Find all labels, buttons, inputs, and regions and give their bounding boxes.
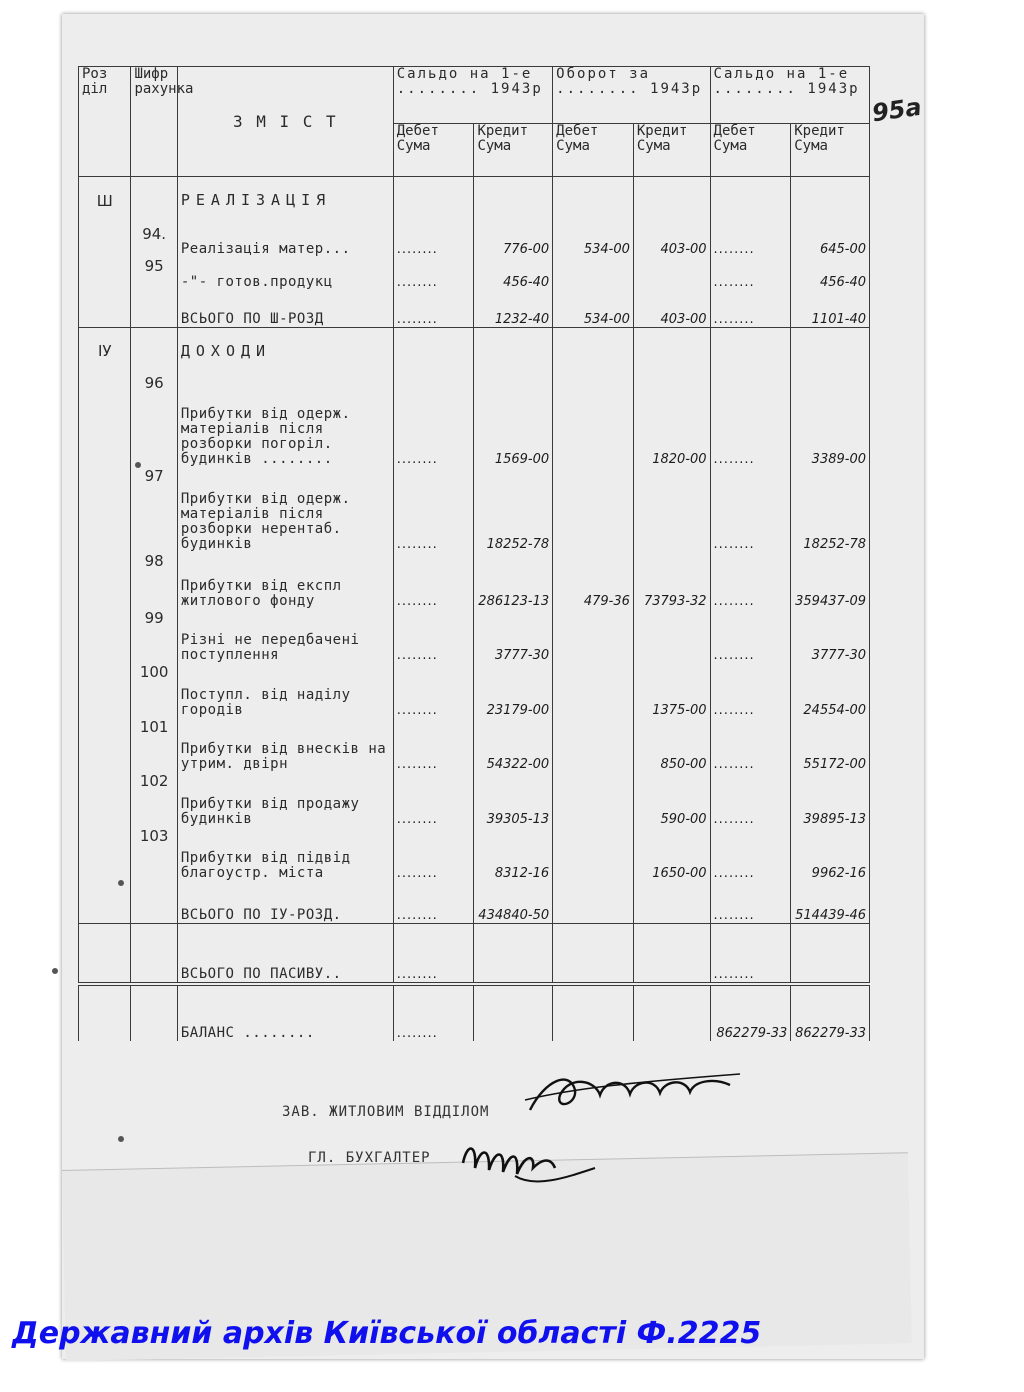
closing-debit-cell: ........ xyxy=(710,718,791,773)
turnover-debit-cell xyxy=(553,827,634,882)
ledger-row xyxy=(79,881,870,923)
binding-hole xyxy=(52,968,58,974)
account-code-cell: 95 xyxy=(131,257,177,289)
opening-credit-cell xyxy=(474,328,553,374)
closing-credit-cell: 514439-46 xyxy=(791,881,870,923)
closing-credit-cell: 39895-13 xyxy=(791,772,870,827)
opening-debit-cell: ........ xyxy=(393,609,474,664)
turnover-credit-cell: 73793-32 xyxy=(633,552,710,609)
content-cell: Різні не передбачені поступлення xyxy=(177,609,393,664)
section-cell xyxy=(79,257,131,289)
header-debit: Дебет Сума xyxy=(393,124,474,177)
turnover-credit-cell: 403-00 xyxy=(633,290,710,328)
ledger-row xyxy=(79,609,870,664)
turnover-credit-cell xyxy=(633,177,710,225)
opening-debit-cell: ........ xyxy=(393,552,474,609)
balance-ledger-table xyxy=(78,66,870,1041)
opening-credit-cell xyxy=(474,924,553,985)
opening-credit-cell: 1569-00 xyxy=(474,374,553,467)
account-code-cell xyxy=(131,328,177,374)
section-cell xyxy=(79,225,131,257)
closing-credit-cell xyxy=(791,328,870,374)
header-section: Роз діл xyxy=(79,67,131,177)
account-code-cell: 99 xyxy=(131,609,177,664)
section-cell xyxy=(79,467,131,552)
turnover-debit-cell xyxy=(553,984,634,1041)
ledger-row xyxy=(79,467,870,552)
closing-credit-cell: 862279-33 xyxy=(791,984,870,1041)
closing-credit-cell: 3777-30 xyxy=(791,609,870,664)
content-cell: Прибутки від підвід благоустр. міста xyxy=(177,827,393,882)
content-cell: РЕАЛІЗАЦІЯ xyxy=(177,177,393,225)
turnover-debit-cell: 534-00 xyxy=(553,290,634,328)
opening-credit-cell: 286123-13 xyxy=(474,552,553,609)
ledger-row xyxy=(79,772,870,827)
turnover-debit-cell xyxy=(553,663,634,718)
opening-credit-cell: 3777-30 xyxy=(474,609,553,664)
ledger-body xyxy=(79,177,870,1042)
page-number-mark: 95а xyxy=(870,92,924,128)
opening-debit-cell: ........ xyxy=(393,290,474,328)
section-cell xyxy=(79,718,131,773)
ledger-row xyxy=(79,374,870,467)
closing-debit-cell: 862279-33 xyxy=(710,984,791,1041)
ledger-row xyxy=(79,225,870,257)
turnover-credit-cell: 403-00 xyxy=(633,225,710,257)
closing-credit-cell: 359437-09 xyxy=(791,552,870,609)
opening-debit-cell: ........ xyxy=(393,984,474,1041)
closing-debit-cell: ........ xyxy=(710,374,791,467)
section-cell xyxy=(79,290,131,328)
section-cell xyxy=(79,663,131,718)
account-code-cell xyxy=(131,177,177,225)
account-code-cell xyxy=(131,290,177,328)
header-account-code: Шифр рахунка xyxy=(131,67,177,177)
section-cell: ІУ xyxy=(79,328,131,374)
content-cell: БАЛАНС ........ xyxy=(177,984,393,1041)
signature-accountant xyxy=(455,1128,605,1198)
closing-debit-cell: ........ xyxy=(710,552,791,609)
opening-credit-cell: 1232-40 xyxy=(474,290,553,328)
turnover-debit-cell xyxy=(553,772,634,827)
closing-debit-cell: ........ xyxy=(710,924,791,985)
ledger-row xyxy=(79,924,870,985)
closing-debit-cell xyxy=(710,328,791,374)
turnover-credit-cell xyxy=(633,609,710,664)
section-cell xyxy=(79,984,131,1041)
opening-debit-cell: ........ xyxy=(393,827,474,882)
account-code-cell: 102 xyxy=(131,772,177,827)
header-closing-balance: Сальдо на 1-е ........ 1943р xyxy=(710,67,869,124)
content-cell: Прибутки від експл житлового фонду xyxy=(177,552,393,609)
opening-debit-cell: ........ xyxy=(393,772,474,827)
opening-debit-cell xyxy=(393,328,474,374)
opening-credit-cell: 776-00 xyxy=(474,225,553,257)
opening-debit-cell: ........ xyxy=(393,924,474,985)
section-cell xyxy=(79,827,131,882)
account-code-cell: 100 xyxy=(131,663,177,718)
ledger-row xyxy=(79,328,870,374)
turnover-debit-cell: 479-36 xyxy=(553,552,634,609)
closing-debit-cell: ........ xyxy=(710,772,791,827)
header-opening-balance: Сальдо на 1-е ........ 1943р xyxy=(393,67,552,124)
closing-debit-cell: ........ xyxy=(710,881,791,923)
opening-credit-cell xyxy=(474,984,553,1041)
content-cell: ВСЬОГО ПО ПАСИВУ.. xyxy=(177,924,393,985)
content-cell: -"- готов.продукц xyxy=(177,257,393,289)
turnover-credit-cell: 850-00 xyxy=(633,718,710,773)
section-cell xyxy=(79,609,131,664)
closing-credit-cell: 645-00 xyxy=(791,225,870,257)
turnover-credit-cell xyxy=(633,257,710,289)
header-turnover: Оборот за ........ 1943р xyxy=(553,67,710,124)
closing-debit-cell: ........ xyxy=(710,225,791,257)
closing-debit-cell: ........ xyxy=(710,467,791,552)
turnover-debit-cell xyxy=(553,609,634,664)
archive-caption: Державний архів Київської області Ф.2225 xyxy=(12,1316,762,1351)
content-cell: Прибутки від продажу будинків xyxy=(177,772,393,827)
turnover-credit-cell xyxy=(633,924,710,985)
closing-credit-cell: 1101-40 xyxy=(791,290,870,328)
account-code-cell xyxy=(131,881,177,923)
section-cell: Ш xyxy=(79,177,131,225)
opening-debit-cell: ........ xyxy=(393,881,474,923)
closing-debit-cell: ........ xyxy=(710,257,791,289)
header-credit: Кредит Сума xyxy=(474,124,553,177)
content-cell: Поступл. від наділу городів xyxy=(177,663,393,718)
opening-credit-cell: 434840-50 xyxy=(474,881,553,923)
turnover-credit-cell: 590-00 xyxy=(633,772,710,827)
opening-credit-cell: 39305-13 xyxy=(474,772,553,827)
opening-debit-cell: ........ xyxy=(393,718,474,773)
closing-debit-cell xyxy=(710,177,791,225)
turnover-debit-cell xyxy=(553,718,634,773)
ledger-row xyxy=(79,984,870,1041)
turnover-credit-cell xyxy=(633,881,710,923)
opening-credit-cell: 23179-00 xyxy=(474,663,553,718)
closing-debit-cell: ........ xyxy=(710,663,791,718)
opening-credit-cell: 18252-78 xyxy=(474,467,553,552)
closing-debit-cell: ........ xyxy=(710,827,791,882)
account-code-cell: 101 xyxy=(131,718,177,773)
ledger-row xyxy=(79,257,870,289)
ledger-row xyxy=(79,663,870,718)
opening-credit-cell xyxy=(474,177,553,225)
header-debit: Дебет Сума xyxy=(553,124,634,177)
content-cell: Прибутки від одерж. матеріалів після розборки погоріл. будинків ........ xyxy=(177,374,393,467)
opening-debit-cell: ........ xyxy=(393,257,474,289)
content-cell: ДОХОДИ xyxy=(177,328,393,374)
turnover-credit-cell: 1650-00 xyxy=(633,827,710,882)
turnover-credit-cell: 1375-00 xyxy=(633,663,710,718)
content-cell: Прибутки від внесків на утрим. двірн xyxy=(177,718,393,773)
ledger-row xyxy=(79,718,870,773)
opening-credit-cell: 8312-16 xyxy=(474,827,553,882)
turnover-credit-cell xyxy=(633,984,710,1041)
turnover-debit-cell xyxy=(553,881,634,923)
turnover-debit-cell: 534-00 xyxy=(553,225,634,257)
account-code-cell: 97 xyxy=(131,467,177,552)
section-cell xyxy=(79,552,131,609)
binding-hole xyxy=(118,1136,124,1142)
section-cell xyxy=(79,924,131,985)
opening-debit-cell: ........ xyxy=(393,374,474,467)
ledger-row xyxy=(79,177,870,225)
content-cell: ВСЬОГО ПО Ш-РОЗД xyxy=(177,290,393,328)
content-cell: ВСЬОГО ПО ІУ-РОЗД. xyxy=(177,881,393,923)
turnover-debit-cell xyxy=(553,257,634,289)
account-code-cell xyxy=(131,984,177,1041)
section-cell xyxy=(79,881,131,923)
turnover-debit-cell xyxy=(553,374,634,467)
turnover-debit-cell xyxy=(553,924,634,985)
content-cell: Прибутки від одерж. матеріалів після розборки нерентаб. будинків xyxy=(177,467,393,552)
signature-head-label: ЗАВ. ЖИТЛОВИМ ВІДДІЛОМ xyxy=(282,1104,490,1120)
signature-head xyxy=(515,1060,750,1130)
account-code-cell: 103 xyxy=(131,827,177,882)
turnover-credit-cell xyxy=(633,467,710,552)
turnover-credit-cell: 1820-00 xyxy=(633,374,710,467)
ledger-row xyxy=(79,552,870,609)
section-cell xyxy=(79,772,131,827)
signature-accountant-label: ГЛ. БУХГАЛТЕР xyxy=(308,1150,431,1166)
opening-debit-cell: ........ xyxy=(393,467,474,552)
closing-credit-cell: 9962-16 xyxy=(791,827,870,882)
account-code-cell: 96 xyxy=(131,374,177,467)
closing-debit-cell: ........ xyxy=(710,609,791,664)
closing-credit-cell: 456-40 xyxy=(791,257,870,289)
opening-credit-cell: 456-40 xyxy=(474,257,553,289)
closing-credit-cell xyxy=(791,177,870,225)
header-content: З М І С Т xyxy=(177,67,393,177)
closing-credit-cell: 18252-78 xyxy=(791,467,870,552)
account-code-cell xyxy=(131,924,177,985)
turnover-debit-cell xyxy=(553,328,634,374)
header-credit: Кредит Сума xyxy=(633,124,710,177)
closing-credit-cell: 24554-00 xyxy=(791,663,870,718)
closing-credit-cell: 55172-00 xyxy=(791,718,870,773)
turnover-debit-cell xyxy=(553,177,634,225)
turnover-credit-cell xyxy=(633,328,710,374)
section-cell xyxy=(79,374,131,467)
ledger-row xyxy=(79,827,870,882)
ledger-row xyxy=(79,290,870,328)
opening-credit-cell: 54322-00 xyxy=(474,718,553,773)
opening-debit-cell: ........ xyxy=(393,225,474,257)
opening-debit-cell: ........ xyxy=(393,663,474,718)
header-credit: Кредит Сума xyxy=(791,124,870,177)
closing-credit-cell: 3389-00 xyxy=(791,374,870,467)
header-debit: Дебет Сума xyxy=(710,124,791,177)
account-code-cell: 94. xyxy=(131,225,177,257)
content-cell: Реалізація матер... xyxy=(177,225,393,257)
account-code-cell: 98 xyxy=(131,552,177,609)
turnover-debit-cell xyxy=(553,467,634,552)
opening-debit-cell xyxy=(393,177,474,225)
closing-debit-cell: ........ xyxy=(710,290,791,328)
closing-credit-cell xyxy=(791,924,870,985)
